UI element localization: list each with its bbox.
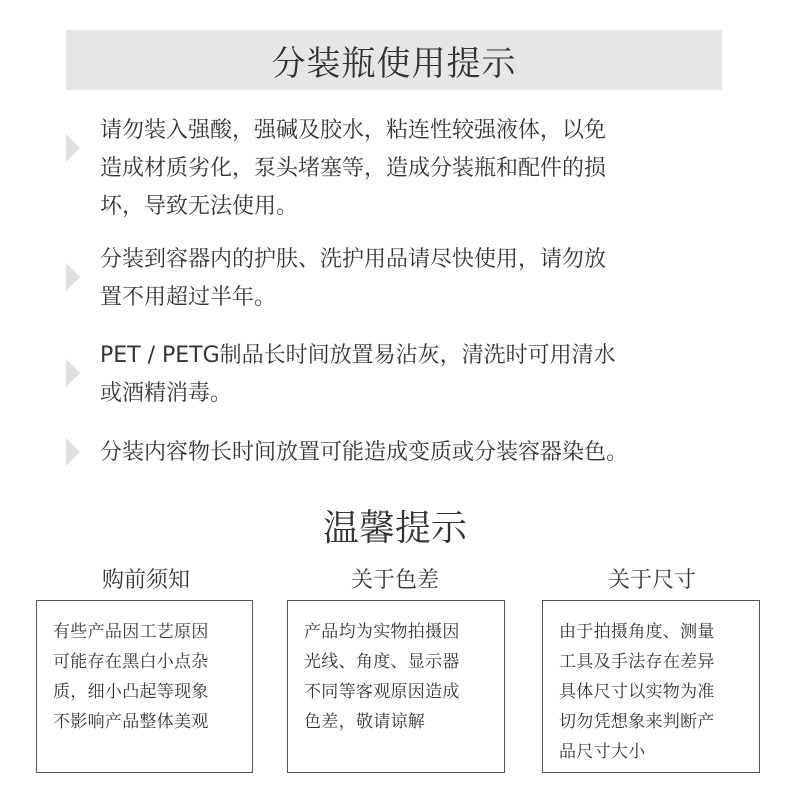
tip-box-purchase — [36, 600, 253, 773]
notice-item — [66, 112, 726, 226]
title-bar — [66, 30, 722, 90]
notice-item — [66, 434, 726, 472]
tip-line: 色差，敬请谅解 — [304, 712, 426, 732]
triangle-bullet-icon — [66, 263, 80, 291]
tip-line: 产品均为实物拍摄因 — [304, 622, 460, 642]
tip-line: 光线、角度、显示器 — [304, 652, 460, 672]
notice-line: PET / PETG制品长时间放置易沾灰，清洗时可用清水 — [100, 343, 616, 368]
notice-text — [100, 112, 606, 226]
page-title: 分装瓶使用提示 — [271, 43, 517, 84]
notice-line: 分装内容物长时间放置可能造成变质或分装容器染色。 — [100, 440, 629, 465]
notice-line: 分装到容器内的护肤、洗护用品请尽快使用，请勿放 — [100, 247, 607, 272]
tip-box-color — [287, 600, 505, 773]
col-heading-color: 关于色差 — [350, 568, 439, 593]
triangle-bullet-icon — [66, 359, 80, 387]
notice-line: 置不用超过半年。 — [100, 285, 277, 310]
tips-title: 温馨提示 — [322, 508, 467, 549]
notice-line: 请勿装入强酸，强碱及胶水，粘连性较强液体，以免 — [100, 118, 607, 143]
tip-line: 工具及手法存在差异 — [559, 652, 715, 672]
tip-line: 切勿凭想象来判断产 — [559, 712, 715, 732]
triangle-bullet-icon — [66, 438, 80, 466]
tip-box-size — [542, 600, 760, 773]
col-heading-purchase: 购前须知 — [101, 568, 190, 593]
notice-line: 或酒精消毒。 — [100, 381, 233, 406]
triangle-bullet-icon — [66, 134, 80, 162]
notice-line: 造成材质劣化，泵头堵塞等，造成分装瓶和配件的损 — [100, 156, 607, 181]
tip-line: 由于拍摄角度、测量 — [559, 622, 715, 642]
notice-text — [100, 337, 616, 413]
tip-line: 可能存在黑白小点杂 — [53, 652, 209, 672]
tip-line: 有些产品因工艺原因 — [53, 622, 209, 642]
tip-line: 质，细小凸起等现象 — [53, 682, 209, 702]
notice-text — [100, 434, 628, 472]
tip-line: 不同等客观原因造成 — [304, 682, 460, 702]
notice-item — [66, 337, 726, 413]
notice-text — [100, 241, 606, 317]
col-heading-size: 关于尺寸 — [607, 568, 696, 593]
tip-line: 品尺寸大小 — [559, 742, 646, 762]
notice-line: 坏，导致无法使用。 — [100, 194, 299, 219]
notice-item — [66, 241, 726, 317]
tip-line: 不影响产品整体美观 — [53, 712, 209, 732]
tip-line: 具体尺寸以实物为准 — [559, 682, 715, 702]
